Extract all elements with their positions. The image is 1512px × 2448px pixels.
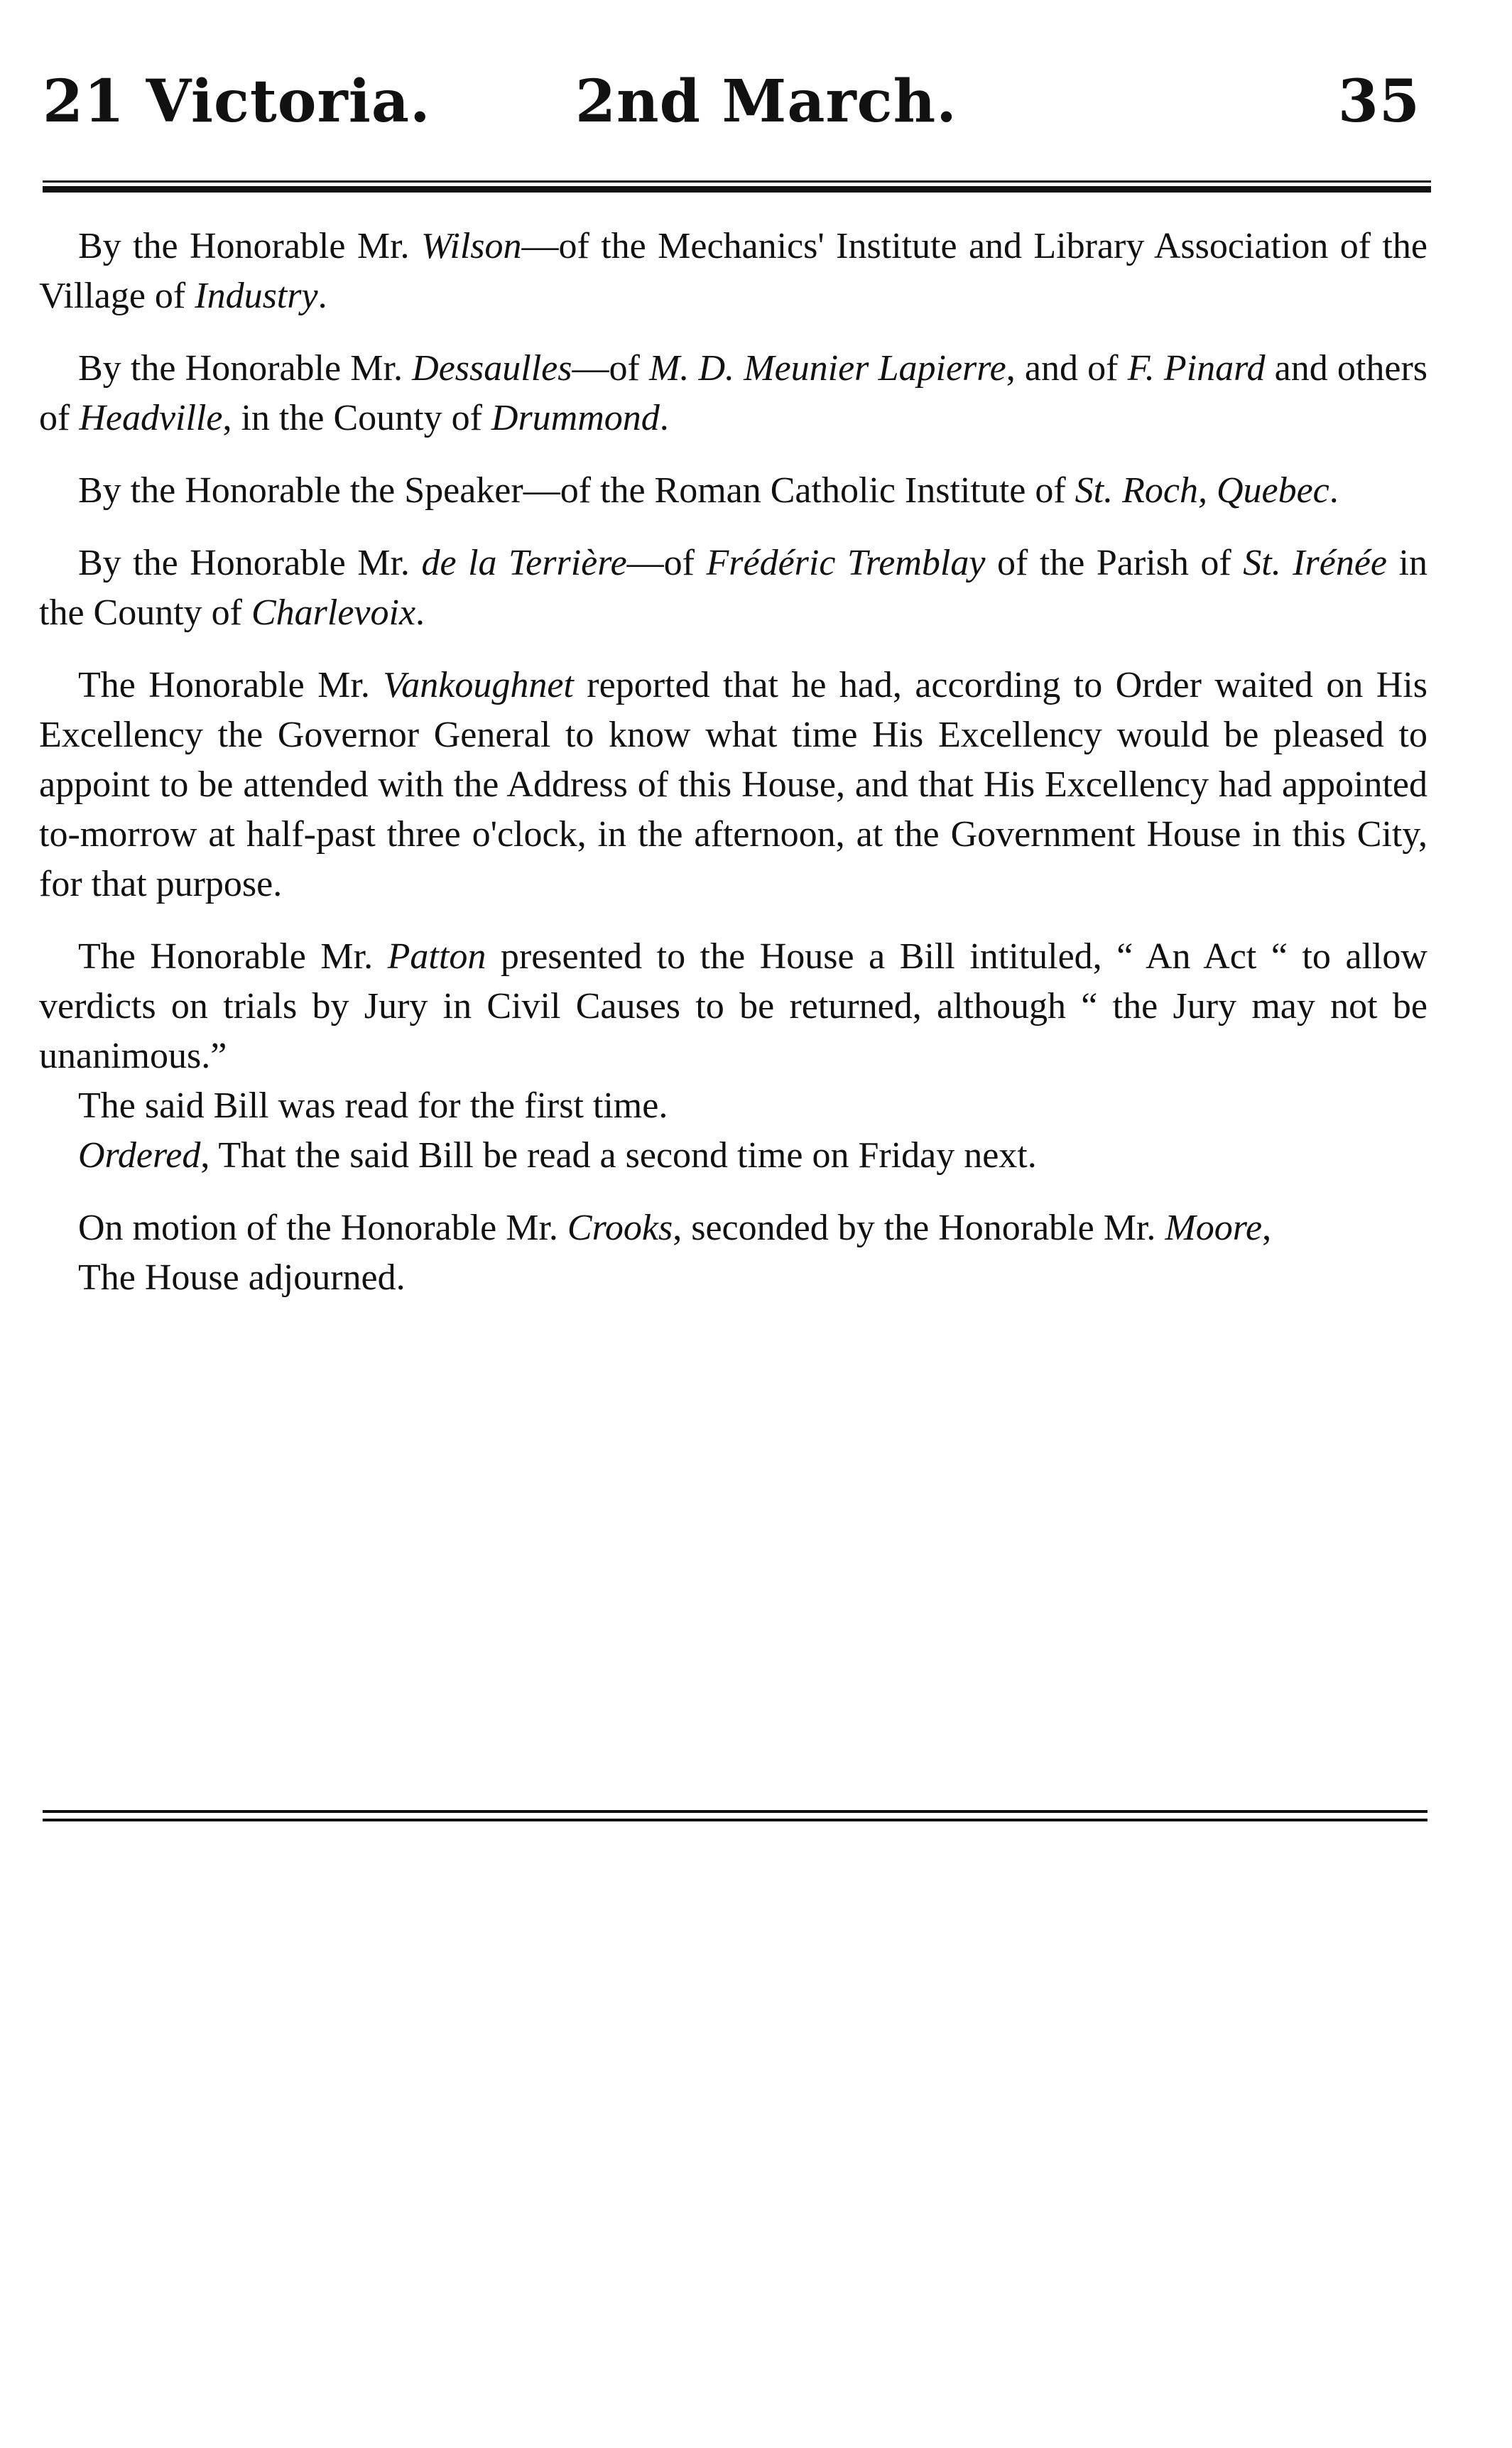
text-run: , and of (1006, 348, 1128, 389)
text-run: . (659, 398, 669, 438)
petition-wilson (39, 222, 1427, 321)
running-head-date: 2nd March. (575, 67, 957, 136)
member-name: Crooks (567, 1208, 673, 1248)
petitioner-name: M. D. Meunier Lapierre (649, 348, 1006, 389)
text-run: By the Honorable Mr. (78, 543, 422, 583)
text-run: . (317, 276, 327, 316)
place-name: St. Irénée (1243, 543, 1388, 583)
text-run: and others of (39, 348, 1427, 438)
text-run: By the Honorable Mr. (78, 348, 413, 389)
header-rule-thin (43, 180, 1431, 183)
closing-rule-upper (43, 1810, 1427, 1813)
text-run: —of (572, 348, 649, 389)
text-run: presented to the House a Bill intituled, “ An Act “ to allow verdicts on trials by Jury in Civil Causes to be returned, although “ the Jury may not be unanimous.” (39, 936, 1427, 1076)
petition-de-la-terriere (39, 538, 1427, 638)
place-name: Industry (195, 276, 318, 316)
text-run: The Honorable Mr. (78, 665, 384, 705)
page-header (43, 63, 1427, 141)
text-run: in the County of (39, 543, 1427, 633)
running-head-session: 21 Victoria. (43, 67, 431, 136)
text-run: , seconded by the Honorable Mr. (673, 1208, 1165, 1248)
place-name: Charlevoix (251, 592, 416, 633)
house-adjourned: The House adjourned. (78, 1257, 406, 1298)
closing-rule-lower (43, 1819, 1427, 1821)
text-run: By the Honorable the Speaker—of the Roman Catholic Institute of (78, 470, 1075, 511)
text-run: The Honorable Mr. (78, 936, 388, 977)
text-run: , (1262, 1208, 1272, 1248)
bill-presented (39, 932, 1427, 1081)
petitioner-name: F. Pinard (1127, 348, 1266, 389)
place-name: Headville (79, 398, 223, 438)
text-run: of the Parish of (985, 543, 1244, 583)
member-name: Vankoughnet (383, 665, 574, 705)
header-rule-thick (43, 186, 1431, 193)
text-run: . (415, 592, 425, 633)
text-run: —of (626, 543, 707, 583)
text-run: reported that he had, according to Order waited on His Excellency the Governor General to know what time His Excellency would be pleased to appoint to be attended with the Address of this House, and that His Excellency had appointed to-morrow at half-past three o'clock, in the afternoon, at the Government House in this City, for that purpose. (39, 665, 1427, 904)
petition-speaker (39, 466, 1427, 516)
member-name: Dessaulles (412, 348, 572, 389)
petition-dessaulles (39, 344, 1427, 443)
order-label: Ordered (78, 1135, 201, 1176)
member-name: de la Terrière (421, 543, 627, 583)
place-name: St. Roch, Quebec (1075, 470, 1329, 511)
text-run: . (1329, 470, 1339, 511)
adjournment-motion (39, 1203, 1427, 1253)
text-run: —of the Mechanics' Institute and Library Association of the Village of (39, 226, 1428, 316)
text-run: On motion of the Honorable Mr. (78, 1208, 567, 1248)
text-run: , in the County of (222, 398, 491, 438)
petitioner-name: Frédéric Tremblay (706, 543, 986, 583)
page-body (39, 222, 1427, 1303)
second-reading-order (39, 1131, 1427, 1181)
page-number: 35 (1337, 67, 1420, 136)
address-report (39, 661, 1427, 909)
member-name: Patton (387, 936, 486, 977)
text-run: By the Honorable Mr. (78, 226, 421, 266)
first-reading: The said Bill was read for the first time. (78, 1085, 668, 1126)
member-name: Moore (1165, 1208, 1263, 1248)
place-name: Drummond (491, 398, 660, 438)
text-run: , That the said Bill be read a second time on Friday next. (200, 1135, 1037, 1176)
member-name: Wilson (420, 226, 522, 266)
